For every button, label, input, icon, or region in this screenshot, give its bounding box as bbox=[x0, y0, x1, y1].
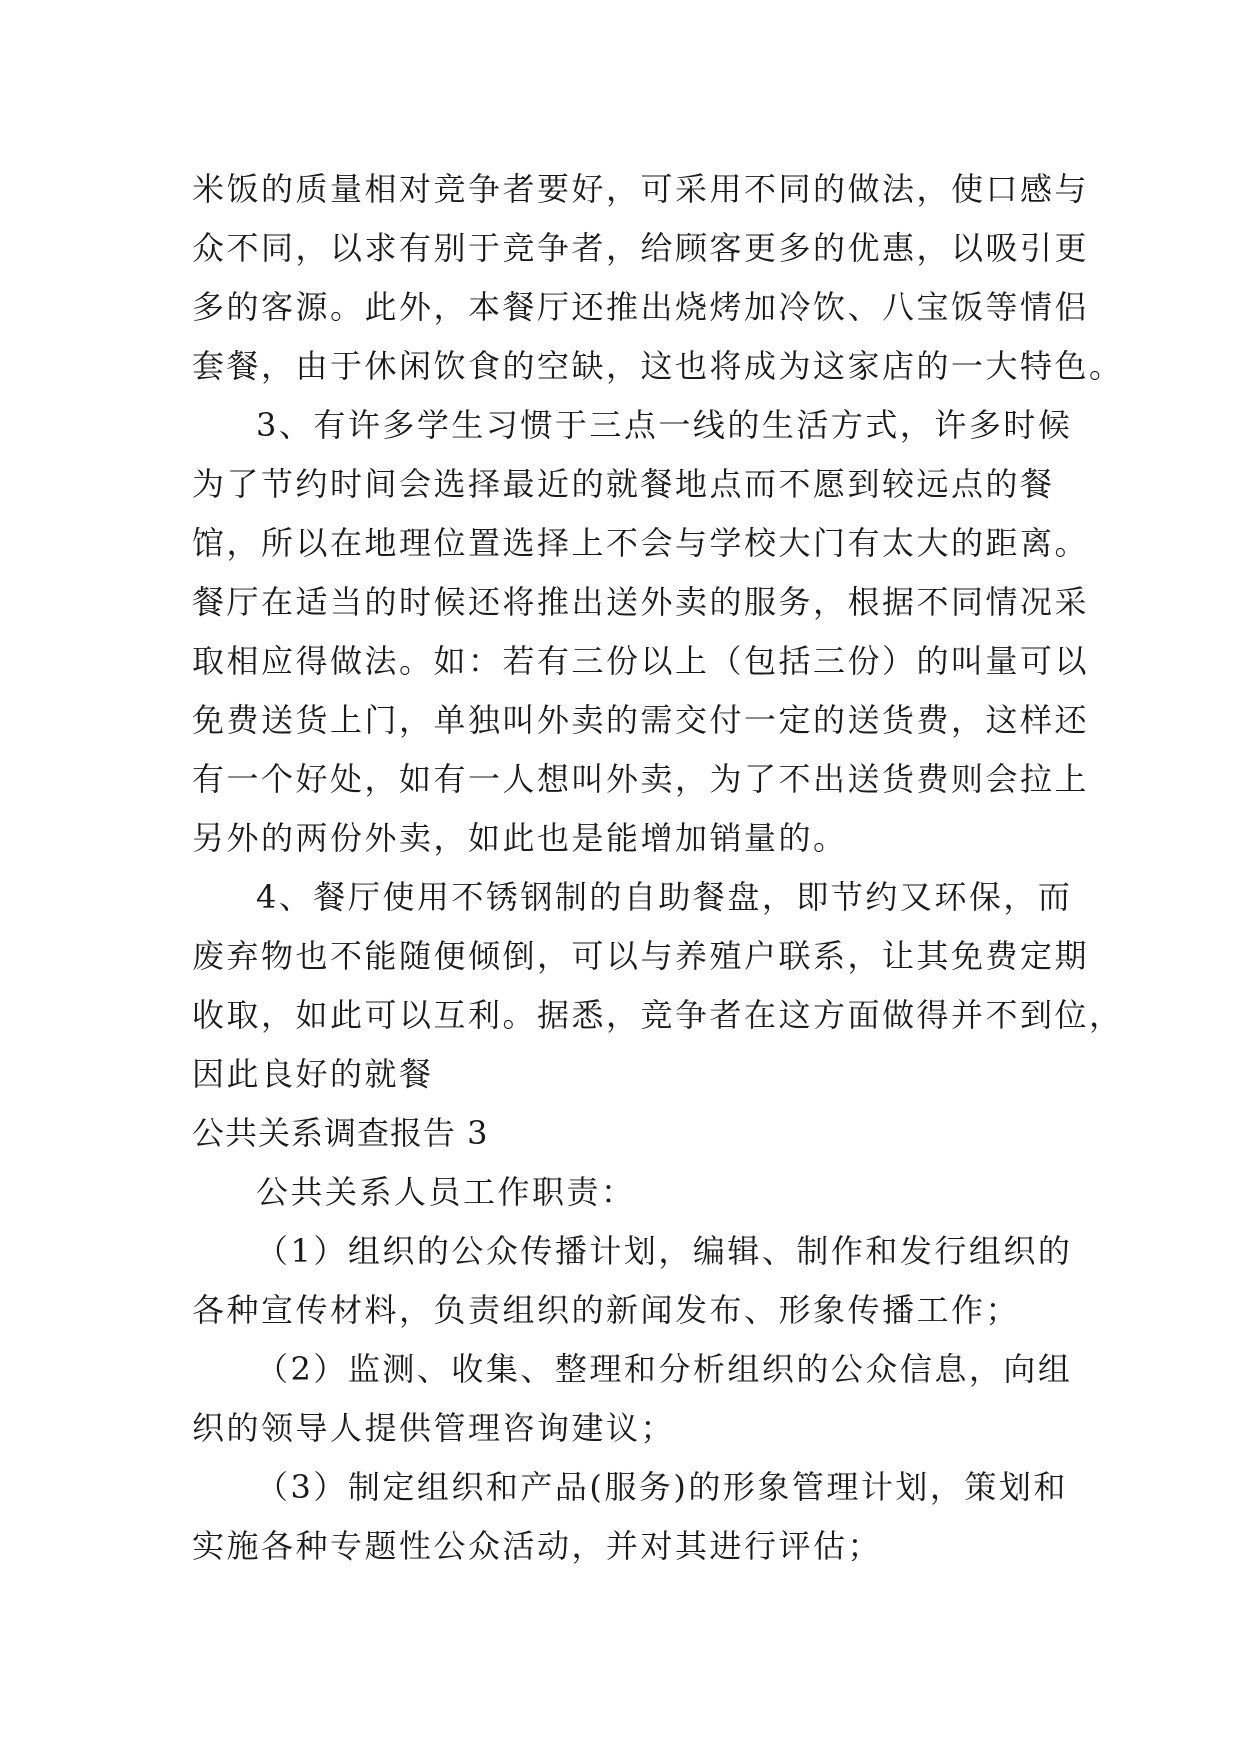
text-line: 米饭的质量相对竞争者要好，可采用不同的做法，使口感与 bbox=[192, 170, 1090, 208]
text-line: （1）组织的公众传播计划，编辑、制作和发行组织的 bbox=[256, 1232, 1073, 1270]
text-line: 取相应得做法。如：若有三份以上（包括三份）的叫量可以 bbox=[192, 642, 1090, 680]
text-line: 织的领导人提供管理咨询建议； bbox=[192, 1409, 676, 1447]
text-line: 公共关系人员工作职责： bbox=[256, 1173, 636, 1211]
document-body bbox=[192, 160, 1124, 1576]
text-line: 有一个好处，如有一人想叫外卖，为了不出送货费则会拉上 bbox=[192, 760, 1090, 798]
text-line: 各种宣传材料，负责组织的新闻发布、形象传播工作； bbox=[192, 1291, 1021, 1329]
text-line: 实施各种专题性公众活动，并对其进行评估； bbox=[192, 1527, 883, 1565]
text-line: 3、有许多学生习惯于三点一线的生活方式，许多时候 bbox=[256, 406, 1073, 444]
text-line: 餐厅在适当的时候还将推出送外卖的服务，根据不同情况采 bbox=[192, 583, 1090, 621]
text-line: 馆，所以在地理位置选择上不会与学校大门有太大的距离。 bbox=[192, 524, 1090, 562]
text-line: 套餐，由于休闲饮食的空缺，这也将成为这家店的一大特色。 bbox=[192, 347, 1124, 385]
text-line: 众不同，以求有别于竞争者，给顾客更多的优惠，以吸引更 bbox=[192, 229, 1090, 267]
section-heading: 公共关系调查报告 3 bbox=[192, 1114, 489, 1152]
text-line: 为了节约时间会选择最近的就餐地点而不愿到较远点的餐 bbox=[192, 465, 1055, 503]
text-line: 免费送货上门，单独叫外卖的需交付一定的送货费，这样还 bbox=[192, 701, 1090, 739]
text-line: （3）制定组织和产品(服务)的形象管理计划，策划和 bbox=[256, 1468, 1068, 1506]
text-line: 收取，如此可以互利。据悉，竞争者在这方面做得并不到位， bbox=[192, 996, 1124, 1034]
text-line: 4、餐厅使用不锈钢制的自助餐盘，即节约又环保，而 bbox=[256, 878, 1073, 916]
text-line: 另外的两份外卖，如此也是能增加销量的。 bbox=[192, 819, 848, 857]
text-line: （2）监测、收集、整理和分析组织的公众信息，向组 bbox=[256, 1350, 1073, 1388]
text-line: 多的客源。此外，本餐厅还推出烧烤加冷饮、八宝饭等情侣 bbox=[192, 288, 1090, 326]
text-line: 废弃物也不能随便倾倒，可以与养殖户联系，让其免费定期 bbox=[192, 937, 1090, 975]
text-line: 因此良好的就餐 bbox=[192, 1055, 434, 1093]
